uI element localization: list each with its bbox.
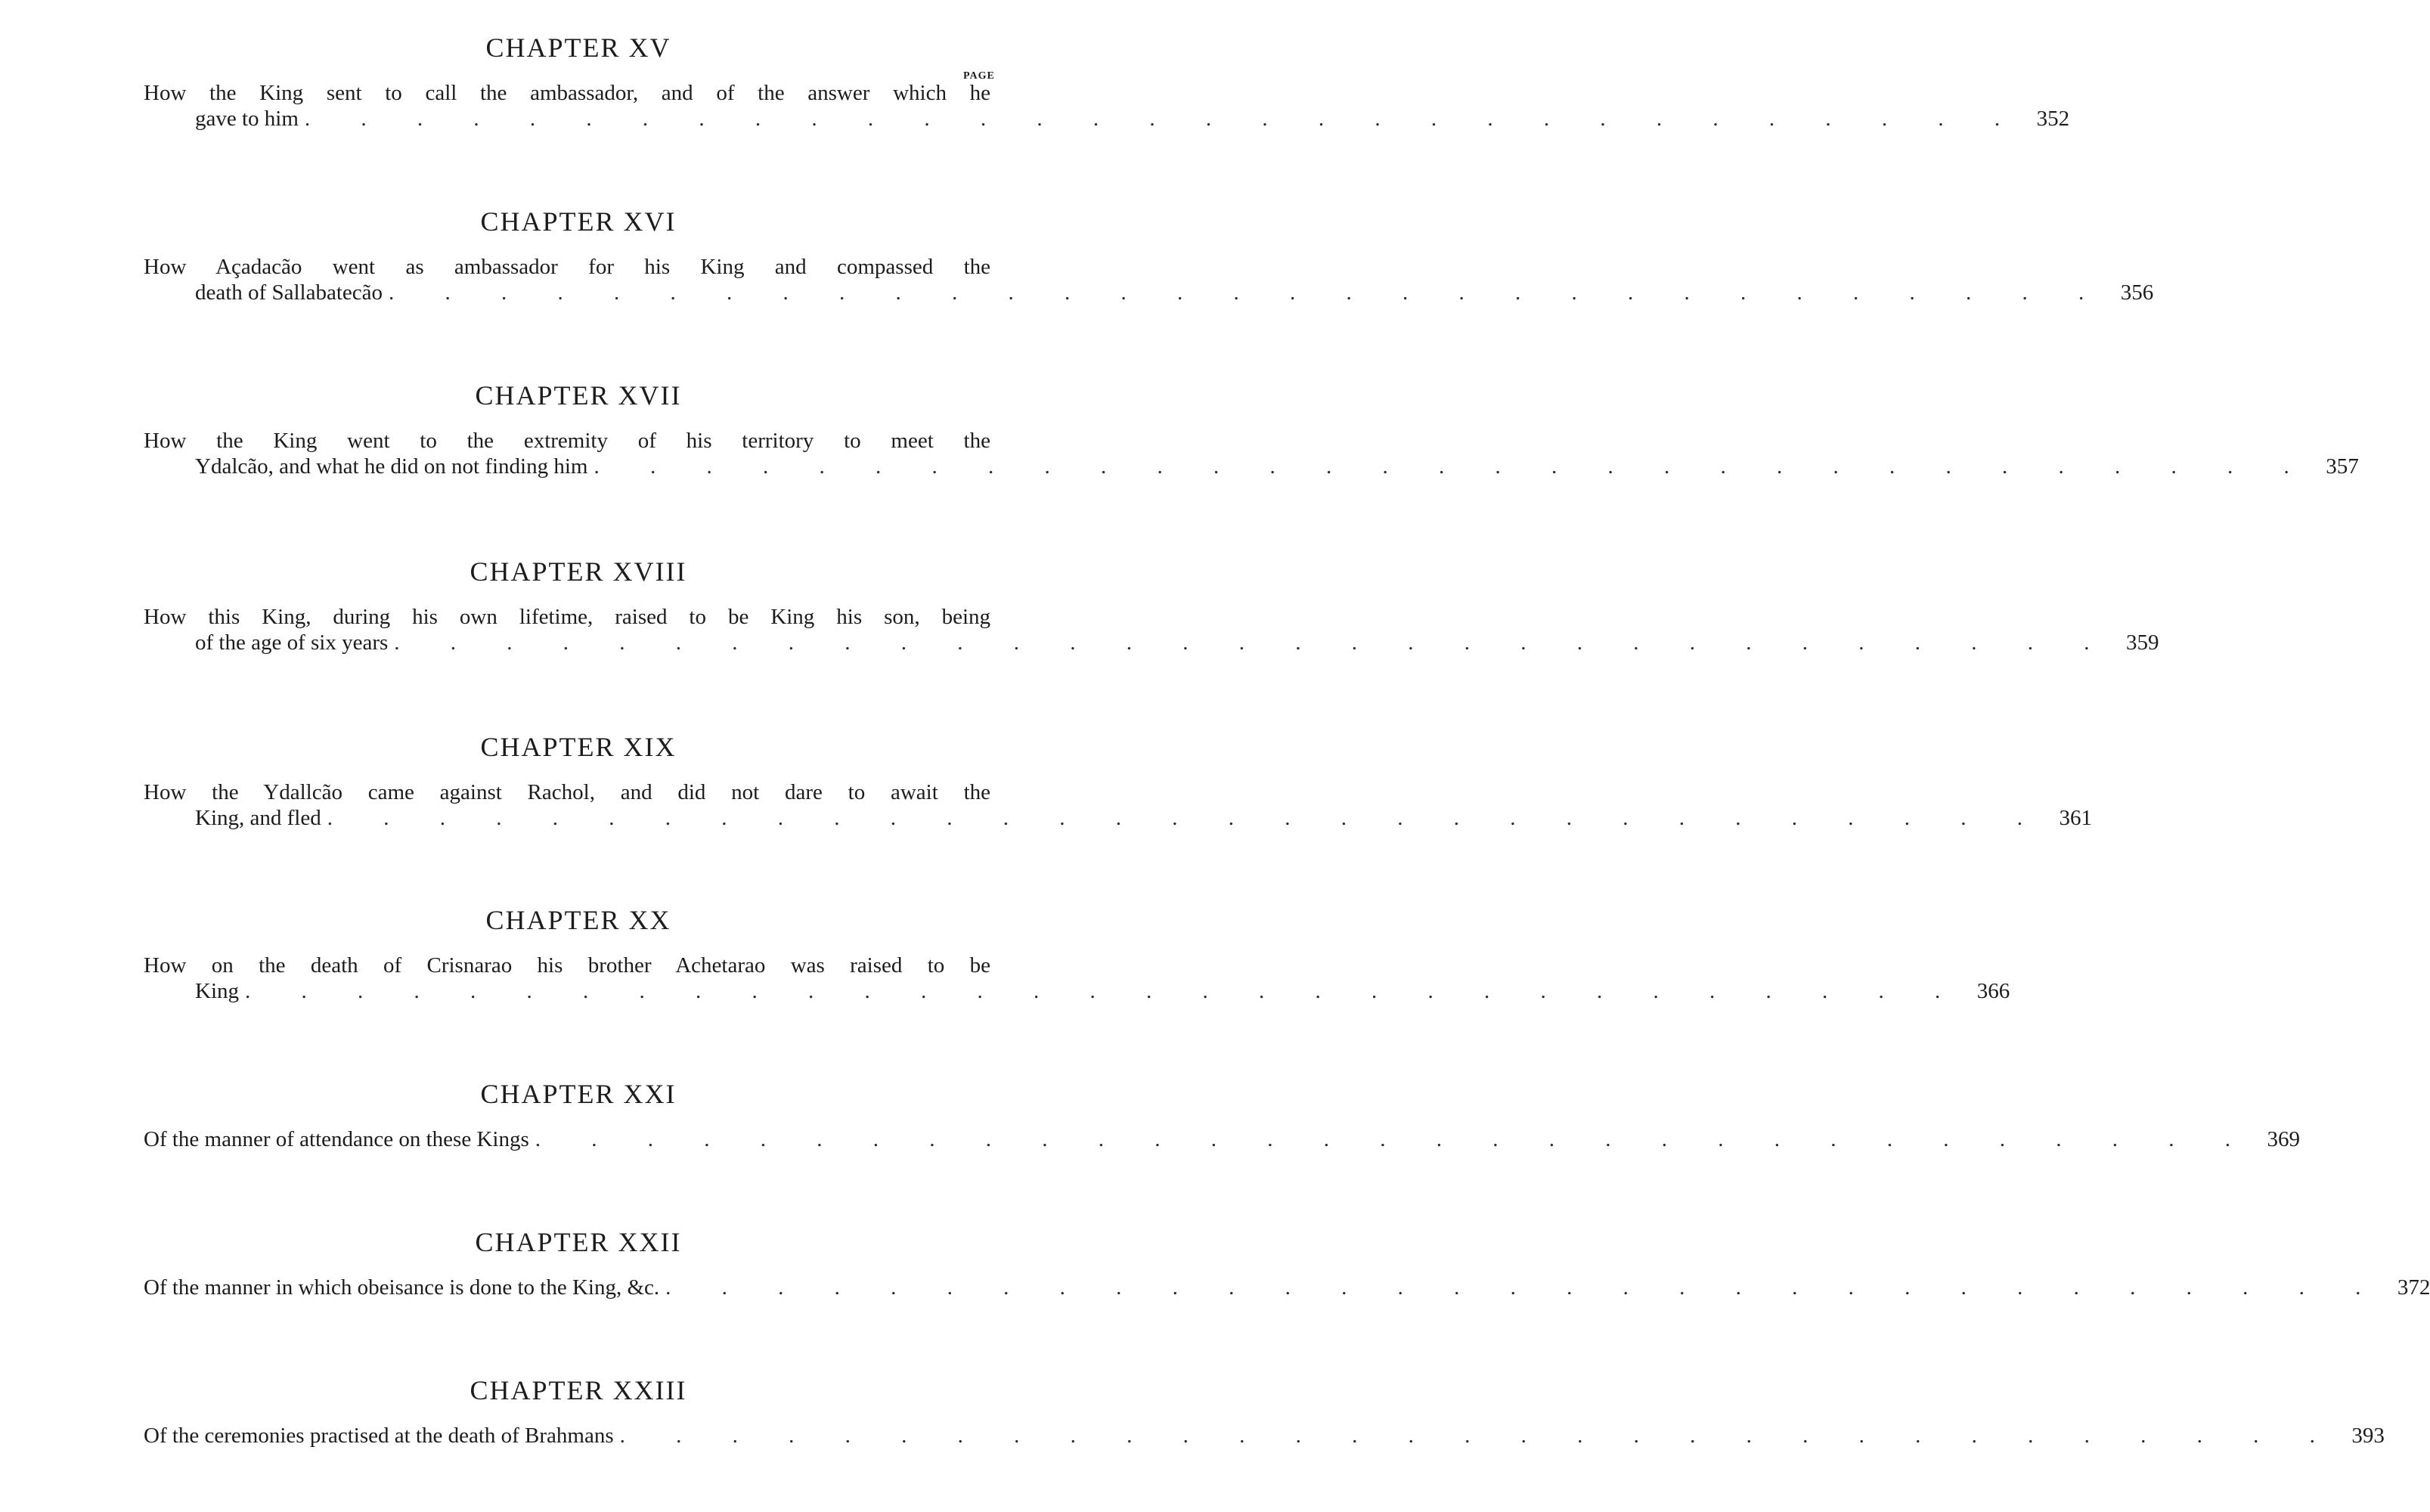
chapter-heading: CHAPTER XVII — [475, 380, 682, 411]
page-column-label: PAGE — [963, 70, 995, 82]
dot-leader: . . . . . . . . . . . . . . . . . . . . . . . . . . . . . . . — [389, 280, 2107, 305]
description-line-1: How the King sent to call the ambassador, and of the answer which he — [144, 81, 990, 105]
dot-leader: . . . . . . . . . . . . . . . . . . . . . . . . . . . . . . . — [304, 107, 2023, 131]
chapter-entry — [144, 1226, 2430, 1300]
dot-leader: . . . . . . . . . . . . . . . . . . . . . . . . . . . . . . . — [535, 1127, 2253, 1151]
page-number: 369 — [2267, 1127, 2300, 1151]
page-number: 356 — [2120, 280, 2154, 305]
description-line-2: King — [195, 979, 239, 1003]
dot-leader: . . . . . . . . . . . . . . . . . . . . . . . . . . . . . . . — [665, 1275, 2384, 1300]
chapter-entry — [144, 1078, 2300, 1152]
dot-leader: . . . . . . . . . . . . . . . . . . . . . . . . . . . . . . . — [394, 631, 2112, 655]
chapter-description — [144, 604, 2159, 655]
chapter-entry — [144, 731, 2092, 831]
description-line-1: How Açadacão went as ambassador for his King and compassed the — [144, 255, 990, 279]
chapter-heading: CHAPTER XIX — [480, 732, 677, 762]
page-number: 393 — [2351, 1424, 2385, 1448]
page-number: 357 — [2326, 454, 2359, 479]
chapter-heading: CHAPTER XV — [485, 33, 671, 63]
chapter-description — [144, 1126, 2300, 1152]
chapter-entry — [144, 380, 2359, 479]
chapter-description — [144, 254, 2154, 305]
page-number: 352 — [2036, 107, 2070, 131]
page-number: 372 — [2397, 1275, 2430, 1300]
page-number: 359 — [2126, 631, 2159, 655]
chapter-entry — [144, 1374, 2385, 1448]
description-line-2: gave to him — [195, 107, 299, 131]
description-line-1: How on the death of Crisnarao his brother Achetarao was raised to be — [144, 953, 990, 978]
chapter-description — [144, 80, 2070, 132]
chapter-heading: CHAPTER XVI — [480, 206, 677, 237]
page-number: 361 — [2059, 806, 2092, 830]
chapter-entry — [144, 32, 2070, 132]
chapter-heading: CHAPTER XXIII — [470, 1375, 687, 1405]
chapter-entry — [144, 904, 2010, 1004]
chapter-heading: CHAPTER XVIII — [470, 556, 687, 587]
description-line-2: death of Sallabatecão — [195, 280, 383, 305]
chapter-description — [144, 1275, 2430, 1300]
chapter-heading: CHAPTER XXII — [475, 1227, 682, 1257]
chapter-heading: CHAPTER XXI — [480, 1079, 677, 1109]
description-line-1: How the King went to the extremity of his territory to meet the — [144, 429, 990, 453]
chapter-description — [144, 428, 2359, 479]
description-line-2: King, and fled — [195, 806, 321, 830]
description-line-1: Of the manner in which obeisance is done to the King, &c. — [144, 1275, 660, 1300]
chapter-entry — [144, 556, 2159, 655]
description-line-1: How this King, during his own lifetime, raised to be King his son, being — [144, 605, 990, 629]
dot-leader: . . . . . . . . . . . . . . . . . . . . . . . . . . . . . . . — [619, 1424, 2338, 1448]
chapter-description — [144, 953, 2010, 1004]
description-line-2: Ydalcão, and what he did on not finding him — [195, 454, 588, 479]
description-line-1: Of the manner of attendance on these Kings — [144, 1127, 529, 1151]
dot-leader: . . . . . . . . . . . . . . . . . . . . . . . . . . . . . . . — [245, 979, 1964, 1003]
chapter-heading: CHAPTER XX — [485, 905, 671, 935]
dot-leader: . . . . . . . . . . . . . . . . . . . . . . . . . . . . . . . — [594, 454, 2312, 479]
chapter-description — [144, 1423, 2385, 1448]
description-line-2: of the age of six years — [195, 631, 389, 655]
chapter-entry — [144, 206, 2154, 305]
dot-leader: . . . . . . . . . . . . . . . . . . . . . . . . . . . . . . . — [327, 806, 2045, 830]
chapter-description — [144, 779, 2092, 831]
description-line-1: Of the ceremonies practised at the death of Brahmans — [144, 1424, 614, 1448]
description-line-1: How the Ydallcão came against Rachol, and did not dare to await the — [144, 780, 990, 804]
page-number: 366 — [1976, 979, 2010, 1003]
